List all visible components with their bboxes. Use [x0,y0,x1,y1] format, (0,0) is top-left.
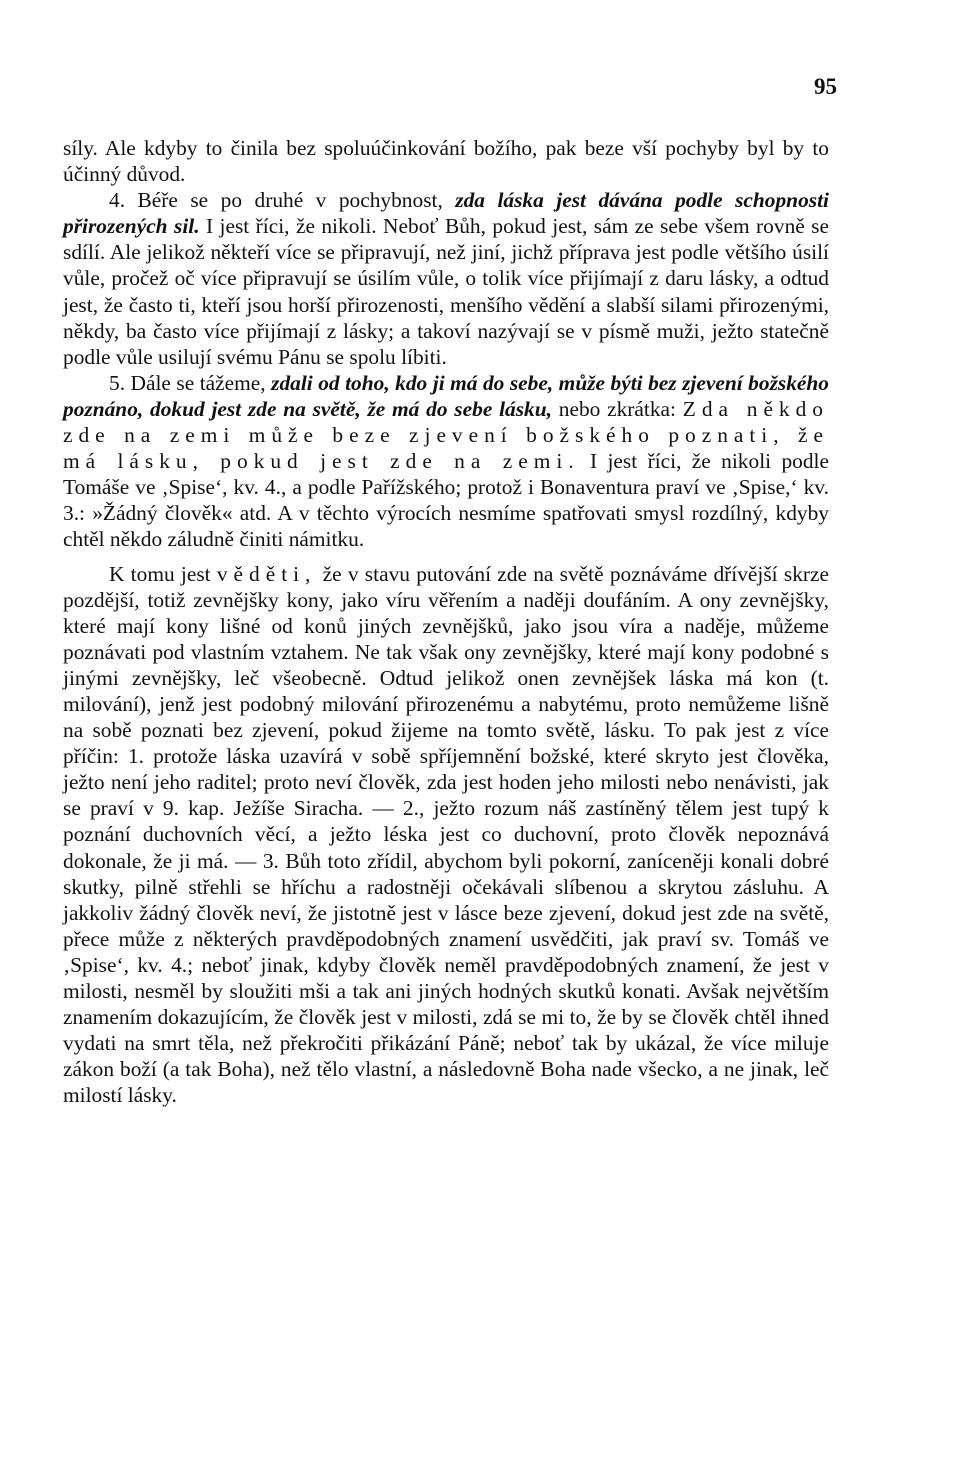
page-number: 95 [814,74,837,99]
text-run: 5. Dále se tážeme, [109,370,272,395]
spaced-phrase: Zda někdo zde na zemi může beze zjevení božského poznati, že má lásku, pokud jest zde na zemi. [63,396,829,474]
text-run: K tomu jest [109,561,217,586]
text-run: síly. Ale kdyby to činila bez spoluúčinkování božího, pak beze vší pochyby byl by to účinný důvod. [63,136,829,187]
paragraph [63,187,829,370]
text-run: I jest říci, že nikoli podle Tomáše ve ‚Spise‘, kv. 4., a podle Pařížského; protož i Bonaventura praví ve ‚Spise,‘ kv. 3.: »Žádný člověk« atd. A v těchto výrocích nesmíme spatřovati smysl rozdílný, kdyby chtěl někdo záludně činiti námitku. [63,449,829,552]
text-run: nebo zkrátka: [551,396,683,421]
text-run: 4. Béře se po druhé v pochybnost, [109,188,456,213]
emphasized-phrase: zda láska jest dávána podle schopnosti přirozených sil. [63,188,829,239]
body-text [63,135,829,1108]
spaced-phrase: věděti, [216,561,317,586]
text-run: I jest říci, že nikoli. Neboť Bůh, pokud jest, sám ze sebe všem rovně se sdílí. Ale jelikož někteří více se připravují, než jiní, jichž příprava jest podle většího úsilí vůle, pročež oč více připravují se úsilím vůle, o tolik více přijímají z daru lásky, a odtud jest, že často ti, kteří jsou horší přirozenosti, menšího vědění a slabší silami přirozenými, někdy, ba často více přijímají z lásky; a takoví nazývají se v písmě muži, ježto statečně podle vůle usilují svému Pánu se spolu líbiti. [63,214,829,369]
paragraph [63,370,829,553]
emphasized-phrase: zdali od toho, kdo ji má do sebe, může býti bez zjevení božského poznáno, dokud jest zde na světě, že má do sebe lásku, [63,370,829,421]
paragraph [63,135,829,187]
paragraph [63,561,829,1109]
text-run: že v stavu putování zde na světě poznáváme dřívější skrze pozdější, totiž zevnějšky kony, jako víru věřením a naději doufáním. A ony zevnějšky, které mají kony lišné od konů jiných zevnějšků, jako jsou víra a naděje, můžeme poznávati pod vlastním vztahem. Ne tak však ony zevnějšky, které mají kony podobné s jinými zevnějšky, leč všeobecně. Odtud jelikož onen zevnějšek láska má kon (t. milování), jenž jest podobný milování přirozenému a nabytému, proto nemůžeme lišně na sobě poznati bez zjevení, pokud žijeme na tomto světě, lásku. To pak jest z více příčin: 1. protože láska uzavírá v sobě spříjemnění božské, které skryto jest člověka, ježto není jeho raditel; proto neví člověk, zda jest hoden jeho milosti nebo nenávisti, jak se praví v 9. kap. Ježíše Siracha. — 2., ježto rozum náš zastíněný tělem jest tupý k poznání duchovních věcí, a ježto léska jest co duchovní, proto člověk nepoznává dokonale, že ji má. — 3. Bůh toto zřídil, abychom byli pokorní, zaníceněji konali dobré skutky, pilně střehli se hříchu a radostněji očekávali slíbenou a skrytou zásluhu. A jakkoliv žádný člověk neví, že jistotně jest v lásce beze zjevení, dokud jest zde na světě, přece může z některých pravděpodobných znamení usvědčiti, jak praví sv. Tomáš ve ‚Spise‘, kv. 4.; neboť jinak, kdyby člověk neměl pravděpodobných znamení, že jest v milosti, nesměl by sloužiti mši a tak ani jiných hodných skutků konati. Avšak největším znamením dokazujícím, že člověk jest v milosti, zdá se mi to, že by se člověk chtěl ihned vydati na smrt těla, než překročiti přikázání Páně; neboť tak by ukázal, že více miluje zákon boží (a tak Boha), než tělo vlastní, a následovně Boha nade všecko, a ne jinak, leč milostí lásky. [63,561,829,1108]
